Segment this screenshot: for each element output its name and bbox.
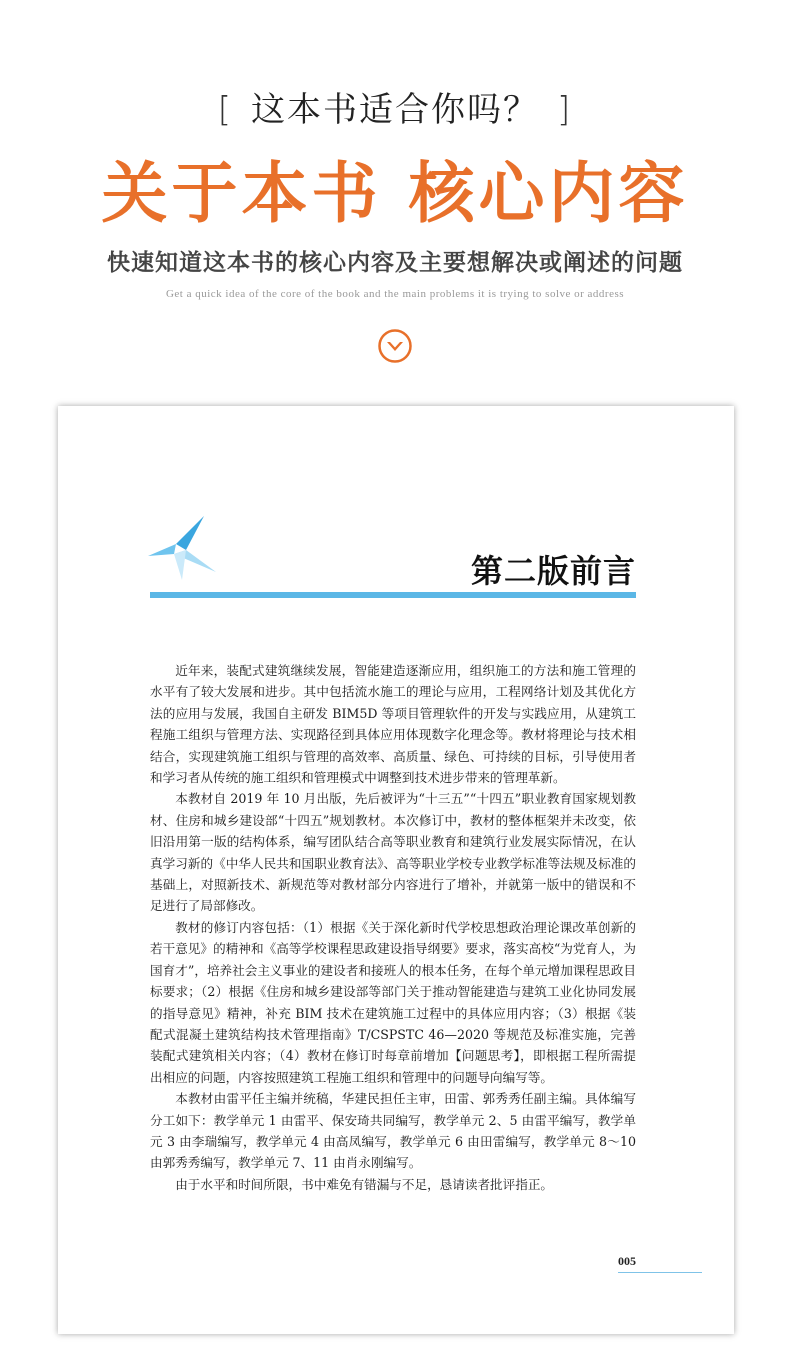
subtitle: 快速知道这本书的核心内容及主要想解决或阐述的问题 (107, 249, 683, 276)
bracket-left: [ (217, 90, 233, 130)
paragraph: 本教材自 2019 年 10 月出版，先后被评为“十三五”“十四五”职业教育国家规划教材、住房和城乡建设部“十四五”规划教材。本次修订中，教材的整体框架并未改变，依旧沿用第一版的结构体系，编写团队结合高等职业教育和建筑行业发展实际情况，在认真学习新的《中华人民共和国职业教育法》、高等职业学校专业教学标准等法规及标准的基础上，对照新技术、新规范等对教材部分内容进行了增补，并就第一版中的错误和不足进行了局部修改。 (150, 791, 636, 914)
paragraph: 近年来，装配式建筑继续发展，智能建造逐渐应用，组织施工的方法和施工管理的水平有了较大发展和进步。其中包括流水施工的理论与应用，工程网络计划及其优化方法的应用与发展，我国自主研发 BIM5D 等项目管理软件的开发与实践应用，从建筑工程施工组织与管理方法、实现路径到具体应用体现数字化理念等。教材将理论与技术相结合，实现建筑施工组织与管理的高效率、高质量、绿色、可持续的目标，引导使用者和学习者从传统的施工组织和管理模式中调整到技术进步带来的管理革新。 (150, 663, 636, 786)
preface-title: 第二版前言 (470, 552, 636, 590)
preface-body (150, 660, 636, 1195)
paragraph: 本教材由雷平任主编并统稿，华建民担任主审，田雷、郭秀秀任副主编。具体编写分工如下：教学单元 1 由雷平、保安琦共同编写，教学单元 2、5 由雷平编写，教学单元 3 由李瑞编写，教学单元 4 由高凤编写，教学单元 6 由田雷编写，教学单元 8～10 由郭秀秀编写，教学单元 7、11 由肖永刚编写。 (150, 1091, 636, 1171)
paragraph: 教材的修订内容包括：（1）根据《关于深化新时代学校思想政治理论课改革创新的若干意见》的精神和《高等学校课程思政建设指导纲要》要求，落实高校“为党育人，为国育才”，培养社会主义事业的建设者和接班人的根本任务，在每个单元增加课程思政目标要求；（2）根据《住房和城乡建设部等部门关于推动智能建造与建筑工业化协同发展的指导意见》精神，补充 BIM 技术在建筑施工过程中的具体应用内容；（3）根据《装配式混凝土建筑结构技术管理指南》T/CSPSTC 46—2020 等规范及标准实施，完善装配式建筑相关内容；（4）教材在修订时每章前增加【问题思考】，即根据工程所需提出相应的问题，内容按照建筑工程施工组织和管理中的问题导向编写等。 (150, 919, 636, 1085)
subtitle-english: Get a quick idea of the core of the book and the main problems it is trying to solve or address (165, 288, 625, 300)
chevron-down-circle-icon[interactable] (377, 328, 413, 364)
paper-plane-star-icon (146, 514, 218, 584)
bracket-right: ] (557, 90, 573, 130)
paragraph: 由于水平和时间所限，书中难免有错漏与不足，恳请读者批评指正。 (175, 1176, 553, 1192)
book-page (58, 406, 734, 1334)
title-divider (150, 592, 636, 598)
question-text: 这本书适合你吗？ (251, 90, 539, 130)
main-title: 关于本书 核心内容 (101, 154, 689, 232)
page-number-rule (618, 1272, 702, 1273)
page-number: 005 (618, 1254, 636, 1268)
header-question (0, 82, 790, 131)
